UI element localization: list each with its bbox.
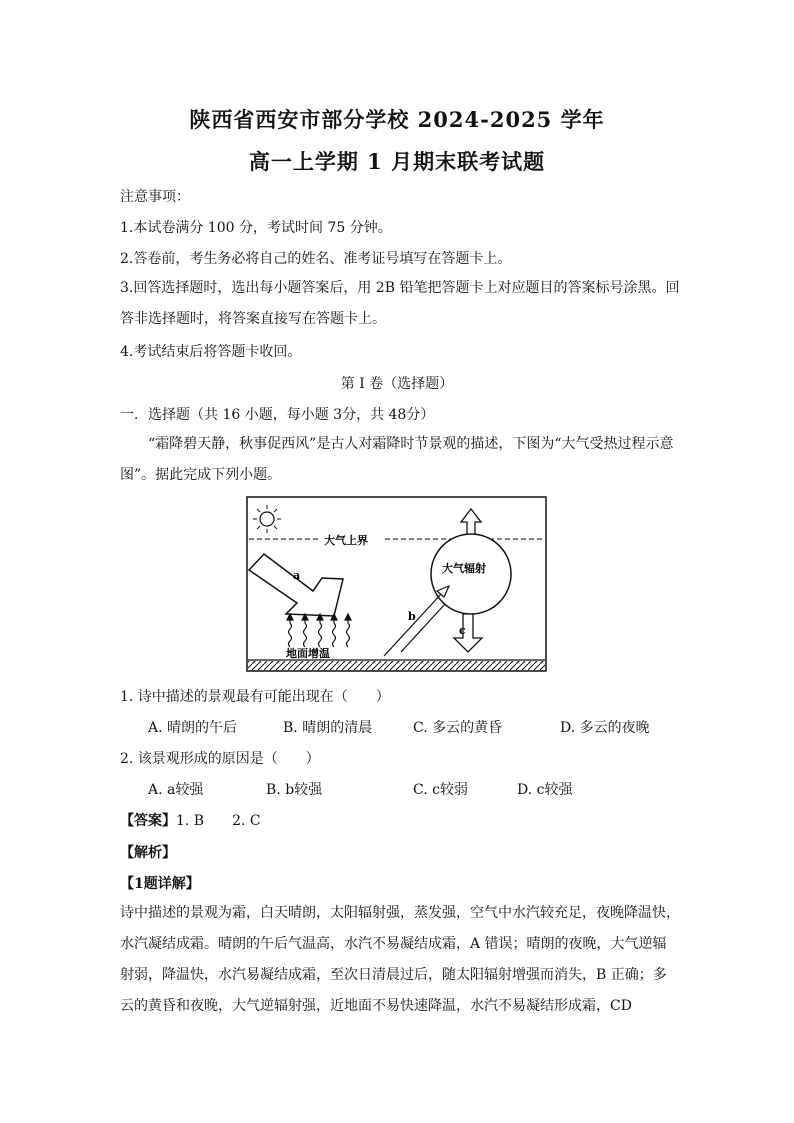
ground-heating-label: 地面增温: [286, 647, 330, 660]
ground-surface: [248, 661, 545, 670]
question-2-option-c: C. c较弱: [413, 782, 468, 798]
note-item-4: 4.考试结束后将答题卡收回。: [120, 344, 302, 360]
answer-label: 【答案】: [120, 813, 176, 829]
note-item-2: 2.答卷前，考生务必将自己的姓名、准考证号填写在答题卡上。: [120, 251, 512, 267]
upward-radiation-arrow: [461, 509, 481, 534]
question-2-option-b: B. b较强: [266, 782, 323, 798]
question-2-option-d: D. c较强: [517, 782, 573, 798]
analysis-label: 【解析】: [120, 845, 176, 861]
note-item-3: 3.回答选择题时，选出每小题答案后，用 2B 铅笔把答题卡上对应题目的答案标号涂黑。回答非选择题时，将答案直接写在答题卡上。: [120, 280, 680, 327]
question-1-option-b: B. 晴朗的清晨: [283, 720, 373, 736]
part-title: 第 I 卷（选择题）: [340, 376, 454, 392]
arrow-c-label: c: [459, 624, 466, 637]
question-2-stem: 2. 该景观形成的原因是（ ）: [120, 751, 320, 767]
detail-label: 【1题详解】: [120, 876, 200, 892]
question-2-option-a: A. a较强: [148, 782, 204, 798]
question-1-option-c: C. 多云的黄昏: [413, 720, 503, 736]
answer-line: [120, 810, 261, 830]
atmosphere-radiation-label: 大气辐射: [442, 562, 486, 575]
arrow-b-label: b: [408, 610, 416, 623]
exam-title-line1: 陕西省西安市部分学校 2024-2025 学年: [189, 107, 605, 132]
question-1-option-a: A. 晴朗的午后: [148, 720, 238, 736]
note-item-1: 1.本试卷满分 100 分，考试时间 75 分钟。: [120, 220, 392, 236]
ground-radiation-arrow: [384, 593, 442, 656]
arrow-a-label: a: [293, 569, 301, 582]
detail-text: 诗中描述的景观为霜，白天晴朗，太阳辐射强，蒸发强，空气中水汽较充足，夜晚降温快，水汽凝结成霜。晴朗的午后气温高，水汽不易凝结成霜，A 错误；晴朗的夜晚，大气逆辐射弱，降温快，水汽易凝结成霜，至次日清晨过后，随太阳辐射增强而消失，B 正确；多云的黄昏和夜晚，大气逆辐射强，近地面不易快速降温，水汽不易凝结形成霜，CD: [120, 905, 680, 1014]
exam-title-line2: 高一上学期 1 月期末联考试题: [248, 149, 546, 174]
notes-heading: 注意事项：: [120, 189, 190, 205]
answer-text: 1. B 2. C: [176, 813, 261, 829]
question-1-option-d: D. 多云的夜晚: [560, 720, 650, 736]
upper-boundary-label: 大气上界: [324, 534, 368, 547]
solar-radiation-arrow: [249, 554, 343, 616]
ground-heating-arrows: [287, 614, 351, 647]
question-1-stem: 1. 诗中描述的景观最有可能出现在（ ）: [120, 689, 390, 705]
atmosphere-heating-diagram: [246, 496, 548, 673]
section-title: 一．选择题（共 16 小题，每小题 3分，共 48分）: [120, 407, 435, 423]
question-intro: “霜降碧天静，秋事促西风”是古人对霜降时节景观的描述，下图为“大气受热过程示意图”。据此完成下列小题。: [120, 436, 674, 483]
sun-icon: [253, 505, 281, 533]
